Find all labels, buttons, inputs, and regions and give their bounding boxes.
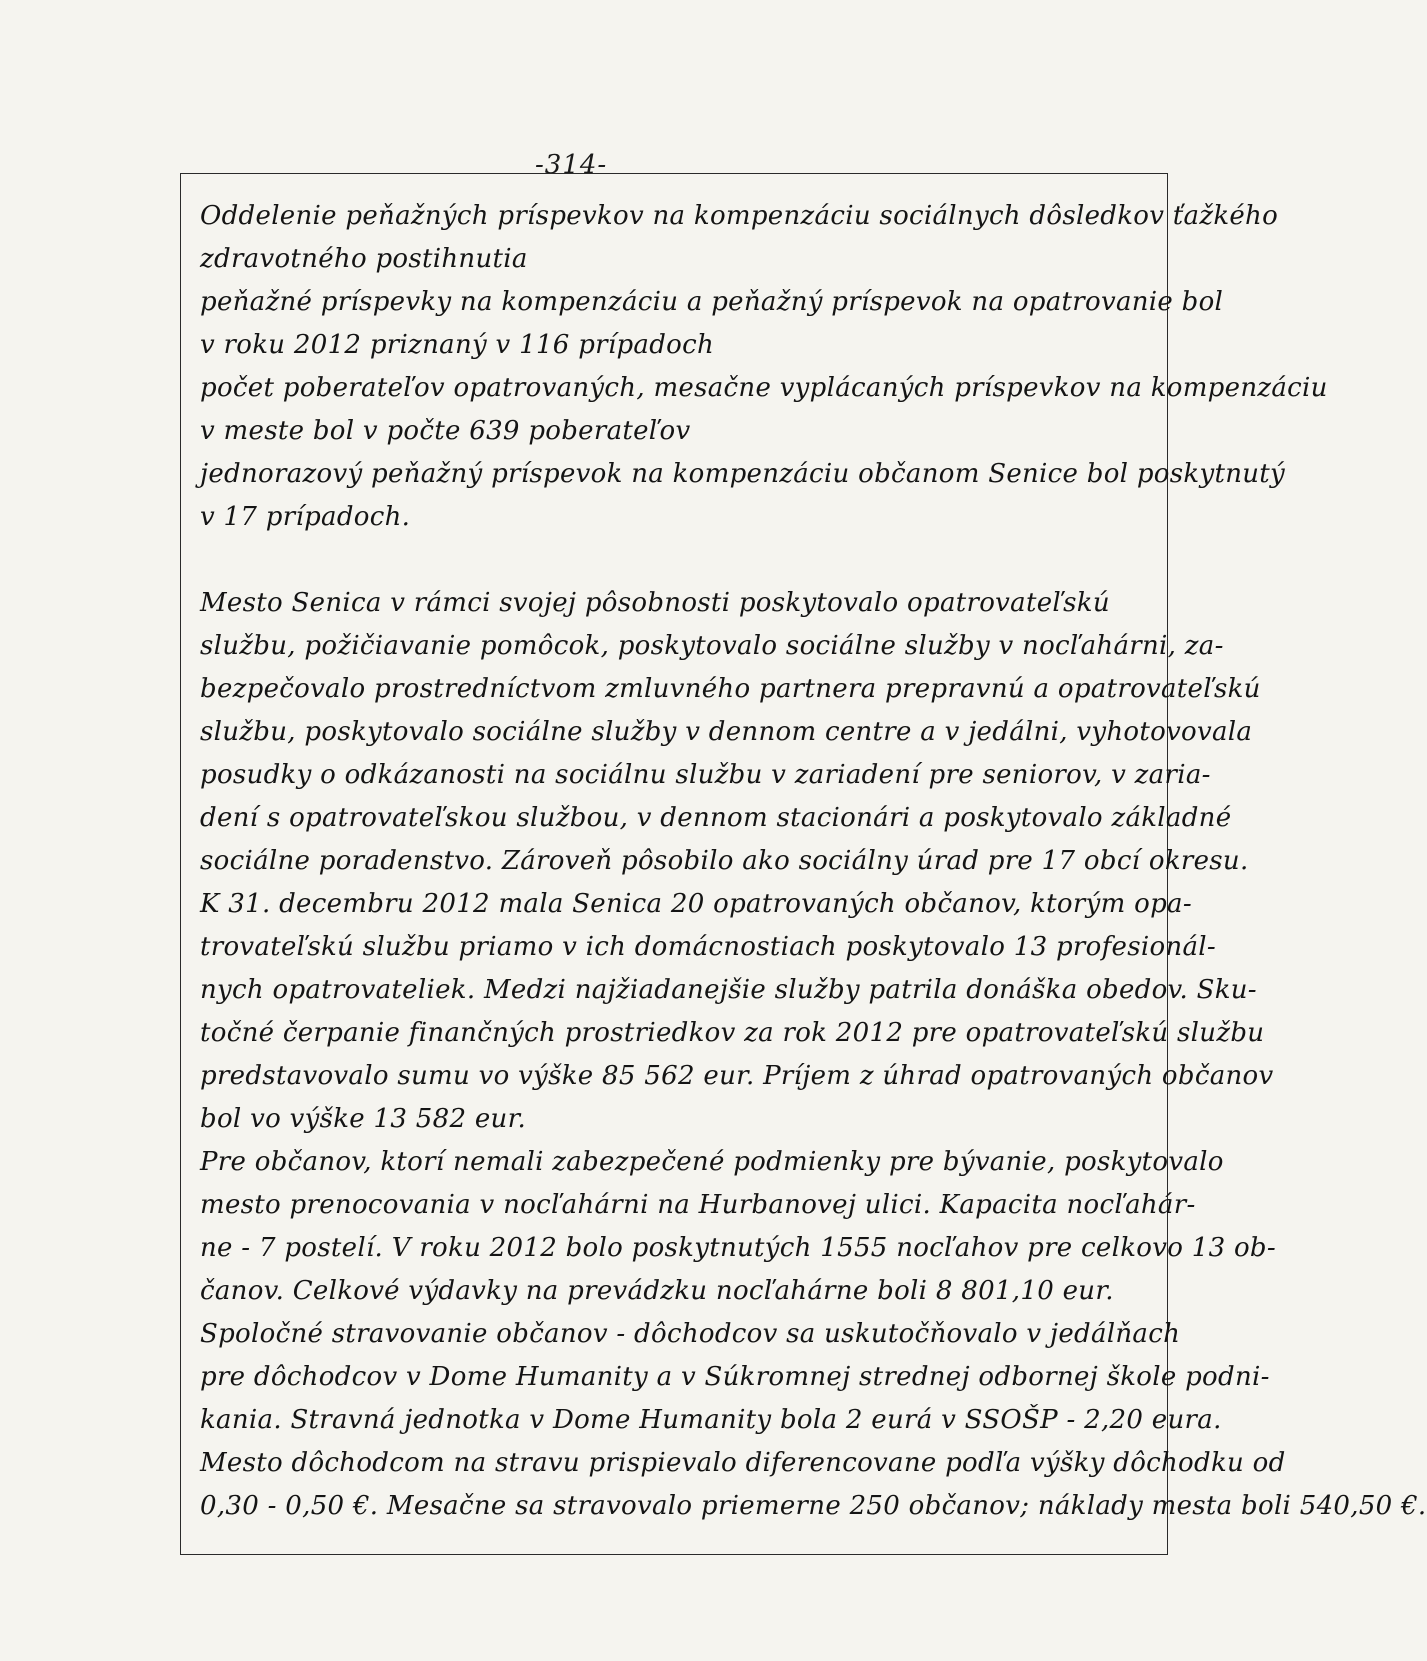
text-line: dení s opatrovateľskou službou, v dennom stacionári a poskytovalo základné bbox=[200, 803, 1232, 833]
page-number: -314- bbox=[535, 150, 608, 180]
text-line: Mesto dôchodcom na stravu prispievalo diferencovane podľa výšky dôchodku od bbox=[200, 1448, 1286, 1478]
text-line: trovateľskú službu priamo v ich domácnostiach poskytovalo 13 profesionál- bbox=[200, 932, 1216, 962]
text-line: čanov. Celkové výdavky na prevádzku nocľahárne boli 8 801,10 eur. bbox=[200, 1276, 1114, 1306]
text-line: Spoločné stravovanie občanov - dôchodcov sa uskutočňovalo v jedálňach bbox=[200, 1319, 1181, 1349]
text-line: posudky o odkázanosti na sociálnu službu v zariadení pre seniorov, v zaria- bbox=[200, 760, 1211, 790]
text-line: jednorazový peňažný príspevok na kompenzáciu občanom Senice bol poskytnutý bbox=[200, 459, 1286, 489]
text-line: bezpečovalo prostredníctvom zmluvného partnera prepravnú a opatrovateľskú bbox=[200, 674, 1261, 704]
text-line: službu, poskytovalo sociálne služby v dennom centre a v jedálni, vyhotovovala bbox=[200, 717, 1253, 747]
text-line: Mesto Senica v rámci svojej pôsobnosti poskytovalo opatrovateľskú bbox=[200, 588, 1110, 618]
text-line: službu, požičiavanie pomôcok, poskytovalo sociálne služby v nocľahárni, za- bbox=[200, 631, 1224, 661]
text-line: v meste bol v počte 639 poberateľov bbox=[200, 416, 691, 446]
text-line: v roku 2012 priznaný v 116 prípadoch bbox=[200, 330, 715, 360]
text-line: bol vo výške 13 582 eur. bbox=[200, 1104, 527, 1134]
text-line: zdravotného postihnutia bbox=[200, 244, 528, 274]
text-line: v 17 prípadoch. bbox=[200, 502, 411, 532]
text-line: Oddelenie peňažných príspevkov na kompenzáciu sociálnych dôsledkov ťažkého bbox=[200, 201, 1279, 231]
text-line: sociálne poradenstvo. Zároveň pôsobilo ako sociálny úrad pre 17 obcí okresu. bbox=[200, 846, 1249, 876]
text-line: peňažné príspevky na kompenzáciu a peňažný príspevok na opatrovanie bol bbox=[200, 287, 1224, 317]
text-line: pre dôchodcov v Dome Humanity a v Súkromnej strednej odbornej škole podni- bbox=[200, 1362, 1270, 1392]
text-line: Pre občanov, ktorí nemali zabezpečené podmienky pre bývanie, poskytovalo bbox=[200, 1147, 1224, 1177]
handwritten-text-block bbox=[200, 195, 1427, 1528]
text-line: mesto prenocovania v nocľahárni na Hurbanovej ulici. Kapacita nocľahár- bbox=[200, 1190, 1196, 1220]
text-line: točné čerpanie finančných prostriedkov za rok 2012 pre opatrovateľskú službu bbox=[200, 1018, 1265, 1048]
text-line: počet poberateľov opatrovaných, mesačne vyplácaných príspevkov na kompenzáciu bbox=[200, 373, 1328, 403]
text-line: kania. Stravná jednotka v Dome Humanity bola 2 eurá v SSOŠP - 2,20 eura. bbox=[200, 1405, 1222, 1435]
text-line bbox=[200, 539, 1150, 582]
text-line: nych opatrovateliek. Medzi najžiadanejšie služby patrila donáška obedov. Sku- bbox=[200, 975, 1257, 1005]
text-line: predstavovalo sumu vo výške 85 562 eur. Príjem z úhrad opatrovaných občanov bbox=[200, 1061, 1274, 1091]
text-line: 0,30 - 0,50 €. Mesačne sa stravovalo priemerne 250 občanov; náklady mesta boli 540,50 €. bbox=[200, 1491, 1427, 1521]
text-line: ne - 7 postelí. V roku 2012 bolo poskytnutých 1555 nocľahov pre celkovo 13 ob- bbox=[200, 1233, 1276, 1263]
text-line: K 31. decembru 2012 mala Senica 20 opatrovaných občanov, ktorým opa- bbox=[200, 889, 1192, 919]
